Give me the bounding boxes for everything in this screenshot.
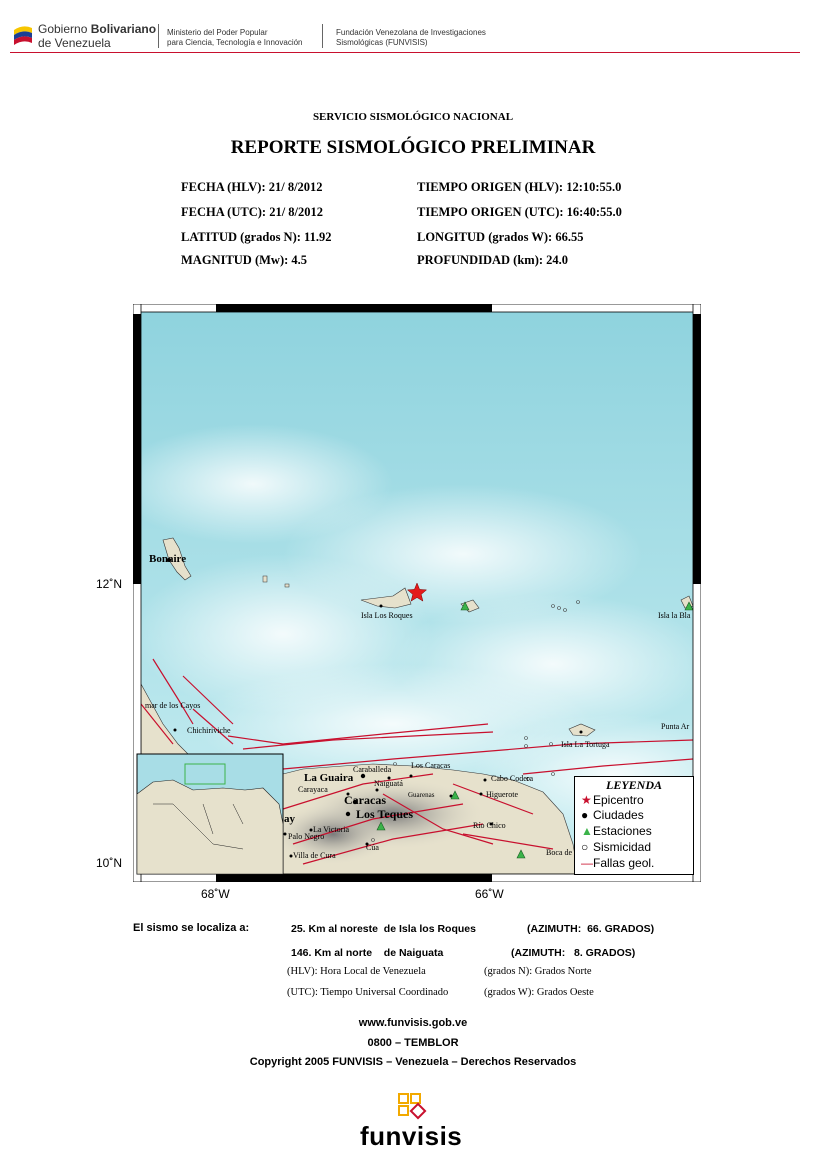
label-palo-negro: Palo Negro <box>288 832 325 841</box>
location-intro: El sismo se localiza a: <box>133 922 250 934</box>
legend-epicentro: ★Epicentro <box>581 793 644 807</box>
location-line2-azimuth: (AZIMUTH: 8. GRADOS) <box>511 947 636 959</box>
location-line1-azimuth: (AZIMUTH: 66. GRADOS) <box>527 923 655 935</box>
label-chichiriviche: Chichiriviche <box>187 726 231 735</box>
lon-label-66w: 66˚W <box>475 887 504 901</box>
label-bonaire: Bonaire <box>149 553 187 565</box>
legend-ciudades: ● Ciudades <box>581 808 644 822</box>
label-isla-los-roques: Isla Los Roques <box>361 611 413 620</box>
map-legend <box>574 776 694 875</box>
lat-label-12n: 12˚N <box>96 577 123 591</box>
gov-name-line1: Gobierno Bolivariano <box>38 22 157 36</box>
note-utc: (UTC): Tiempo Universal Coordinado <box>287 987 449 998</box>
profundidad: PROFUNDIDAD (km): 24.0 <box>417 253 569 267</box>
label-naiguata: Naiguatá <box>374 779 403 788</box>
label-boca-de: Boca de <box>546 848 572 857</box>
label-rio-chico: Río Chico <box>473 821 506 830</box>
inset-map <box>137 754 283 874</box>
header-rule <box>10 52 800 53</box>
longitud: LONGITUD (grados W): 66.55 <box>417 230 584 244</box>
circle-icon: ○ <box>581 840 589 854</box>
ministry-line1: Ministerio del Poder Popular <box>167 28 268 37</box>
foundation-line1: Fundación Venezolana de Investigaciones <box>336 28 486 37</box>
phone-number: 0800 – TEMBLOR <box>367 1037 459 1049</box>
label-cua: Cúa <box>366 843 379 852</box>
star-icon: ★ <box>581 793 592 807</box>
label-cabo-codera: Cabo Codera <box>491 774 533 783</box>
location-line2-distance: 146. Km al norte de Naiguata <box>291 947 444 959</box>
label-caraballeda: Caraballeda <box>353 765 392 774</box>
tiempo-utc: TIEMPO ORIGEN (UTC): 16:40:55.0 <box>417 205 622 219</box>
report-title: REPORTE SISMOLÓGICO PRELIMINAR <box>230 137 596 158</box>
label-higuerote: Higuerote <box>486 790 518 799</box>
label-isla-la-tortuga: Isla La Tortuga <box>561 740 610 749</box>
header-separator <box>158 24 159 48</box>
label-punta: Punta Ar <box>661 722 690 731</box>
header-separator <box>322 24 323 48</box>
line-icon: — <box>581 856 593 870</box>
dot-icon: ● <box>581 808 589 822</box>
lat-label-10n: 10˚N <box>96 856 123 870</box>
foundation-line2: Sismológicas (FUNVISIS) <box>336 38 428 47</box>
funvisis-logo-text: funvisis <box>360 1121 463 1151</box>
tiempo-hlv: TIEMPO ORIGEN (HLV): 12:10:55.0 <box>417 180 622 194</box>
label-la-victoria: La Victoria <box>313 825 350 834</box>
label-los-caracas: Los Caracas <box>411 761 451 770</box>
lon-label-68w: 68˚W <box>201 887 230 901</box>
fecha-hlv: FECHA (HLV): 21/ 8/2012 <box>181 180 323 194</box>
label-guarenas: Guarenas <box>408 791 435 799</box>
gov-name-line2: de Venezuela <box>38 36 111 50</box>
label-caracas: Caracas <box>344 793 386 807</box>
location-line1-distance: 25. Km al noreste de Isla los Roques <box>291 923 476 935</box>
latitud: LATITUD (grados N): 11.92 <box>181 230 332 244</box>
label-ay: ay <box>284 813 295 825</box>
ministry-line2: para Ciencia, Tecnología e Innovación <box>167 38 303 47</box>
label-mar-de-los-cayos: mar de los Cayos <box>145 701 201 710</box>
note-grados-n: (grados N): Grados Norte <box>484 966 592 977</box>
legend-fallas: —Fallas geol. <box>581 856 655 870</box>
triangle-icon: ▲ <box>581 824 593 838</box>
label-los-teques: Los Teques <box>356 807 414 821</box>
label-carayaca: Carayaca <box>298 785 328 794</box>
note-hlv: (HLV): Hora Local de Venezuela <box>287 966 426 977</box>
magnitud: MAGNITUD (Mw): 4.5 <box>181 253 308 267</box>
label-villa-de-cura: Villa de Cura <box>293 851 336 860</box>
note-grados-w: (grados W): Grados Oeste <box>484 987 594 998</box>
label-la-guaira: La Guaira <box>304 772 354 784</box>
label-isla-la-blanquilla: Isla la Bla <box>658 611 691 620</box>
service-name: SERVICIO SISMOLÓGICO NACIONAL <box>312 111 514 123</box>
copyright: Copyright 2005 FUNVISIS – Venezuela – Derechos Reservados <box>249 1056 577 1068</box>
venezuela-flag-logo <box>12 24 34 48</box>
legend-estaciones: ▲Estaciones <box>581 824 652 838</box>
legend-sismicidad: ○ Sismicidad <box>581 840 652 854</box>
website-link[interactable]: www.funvisis.gob.ve <box>358 1017 468 1029</box>
legend-title: LEYENDA <box>605 778 662 792</box>
fecha-utc: FECHA (UTC): 21/ 8/2012 <box>181 205 324 219</box>
